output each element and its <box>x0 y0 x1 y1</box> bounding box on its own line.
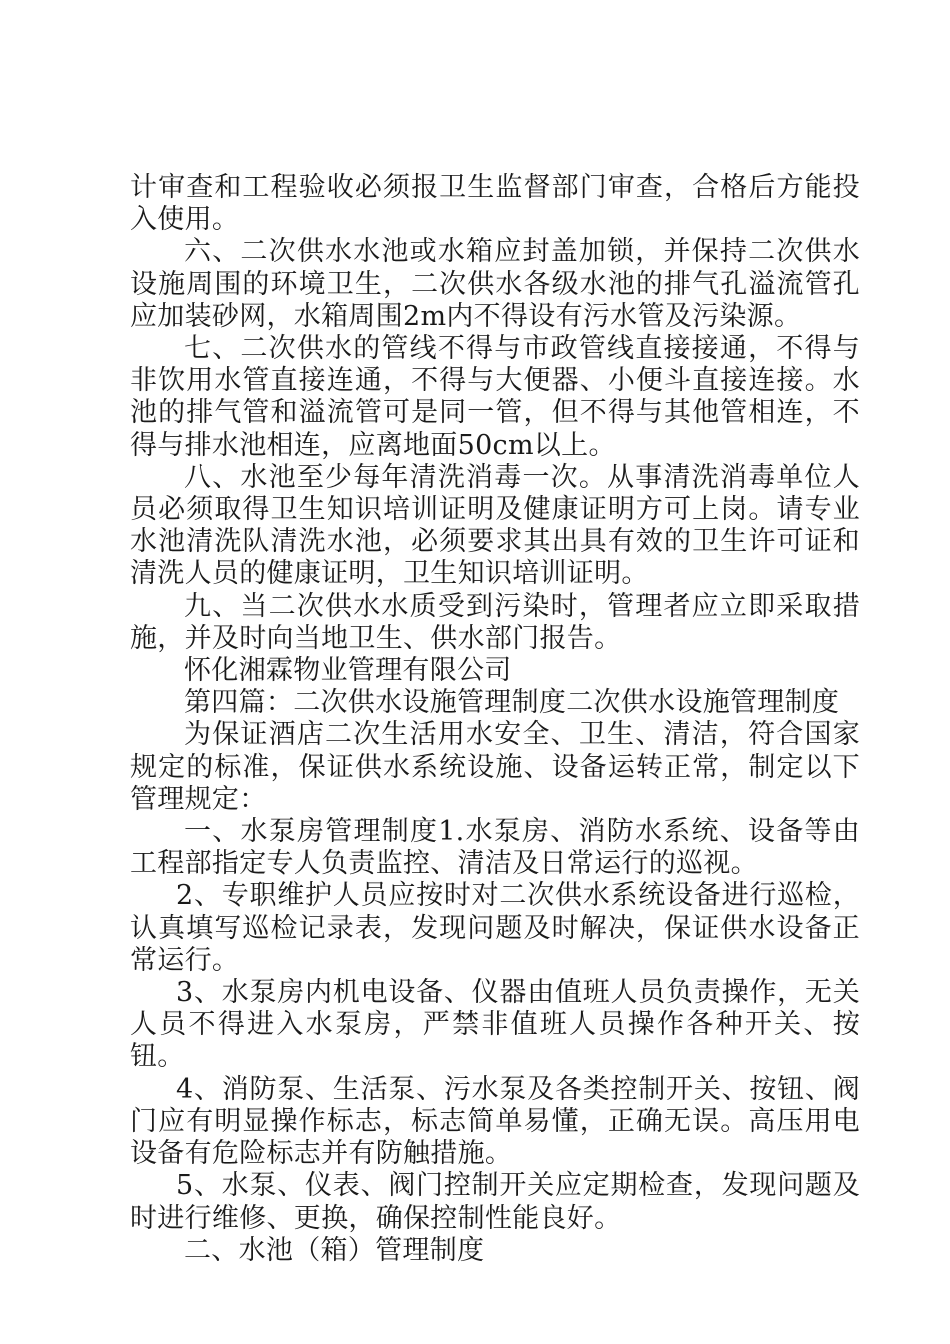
paragraph-continuation: 计审查和工程验收必须报卫生监督部门审查，合格后方能投入使用。 <box>130 172 860 236</box>
paragraph-item-6: 六、二次供水水池或水箱应封盖加锁，并保持二次供水设施周围的环境卫生，二次供水各级水池的排气孔溢流管孔应加装砂网，水箱周围2m内不得设有污水管及污染源。 <box>130 236 860 332</box>
paragraph-item-8: 八、水池至少每年清洗消毒一次。从事清洗消毒单位人员必须取得卫生知识培训证明及健康证明方可上岗。请专业水池清洗队清洗水池，必须要求其出具有效的卫生许可证和清洗人员的健康证明，卫生知识培训证明。 <box>130 461 860 590</box>
paragraph-intro: 为保证酒店二次生活用水安全、卫生、清洁，符合国家规定的标准，保证供水系统设施、设备运转正常，制定以下管理规定： <box>130 719 860 815</box>
paragraph-rule-5: 5、水泵、仪表、阀门控制开关应定期检查，发现问题及时进行维修、更换，确保控制性能良好。 <box>130 1170 860 1234</box>
company-signature: 怀化湘霖物业管理有限公司 <box>184 655 512 687</box>
paragraph-tank-heading: 二、水池（箱）管理制度 <box>184 1234 485 1266</box>
paragraph-pump-room: 一、水泵房管理制度1.水泵房、消防水系统、设备等由工程部指定专人负责监控、清洁及日常运行的巡视。 <box>130 816 860 880</box>
paragraph-rule-3: 3、水泵房内机电设备、仪器由值班人员负责操作，无关人员不得进入水泵房，严禁非值班人员操作各种开关、按钮。 <box>130 977 860 1073</box>
paragraph-item-9: 九、当二次供水水质受到污染时，管理者应立即采取措施，并及时向当地卫生、供水部门报告。 <box>130 590 860 654</box>
paragraph-rule-4: 4、消防泵、生活泵、污水泵及各类控制开关、按钮、阀门应有明显操作标志，标志简单易懂，正确无误。高压用电设备有危险标志并有防触措施。 <box>130 1073 860 1170</box>
paragraph-rule-2: 2、专职维护人员应按时对二次供水系统设备进行巡检，认真填写巡检记录表，发现问题及时解决，保证供水设备正常运行。 <box>130 880 860 976</box>
document-body <box>130 172 860 1267</box>
paragraph-item-7: 七、二次供水的管线不得与市政管线直接接通，不得与非饮用水管直接连通，不得与大便器、小便斗直接连接。水池的排气管和溢流管可是同一管，但不得与其他管相连，不得与排水池相连，应离地面50cm以上。 <box>130 333 860 461</box>
section-heading: 第四篇：二次供水设施管理制度二次供水设施管理制度 <box>184 687 840 719</box>
